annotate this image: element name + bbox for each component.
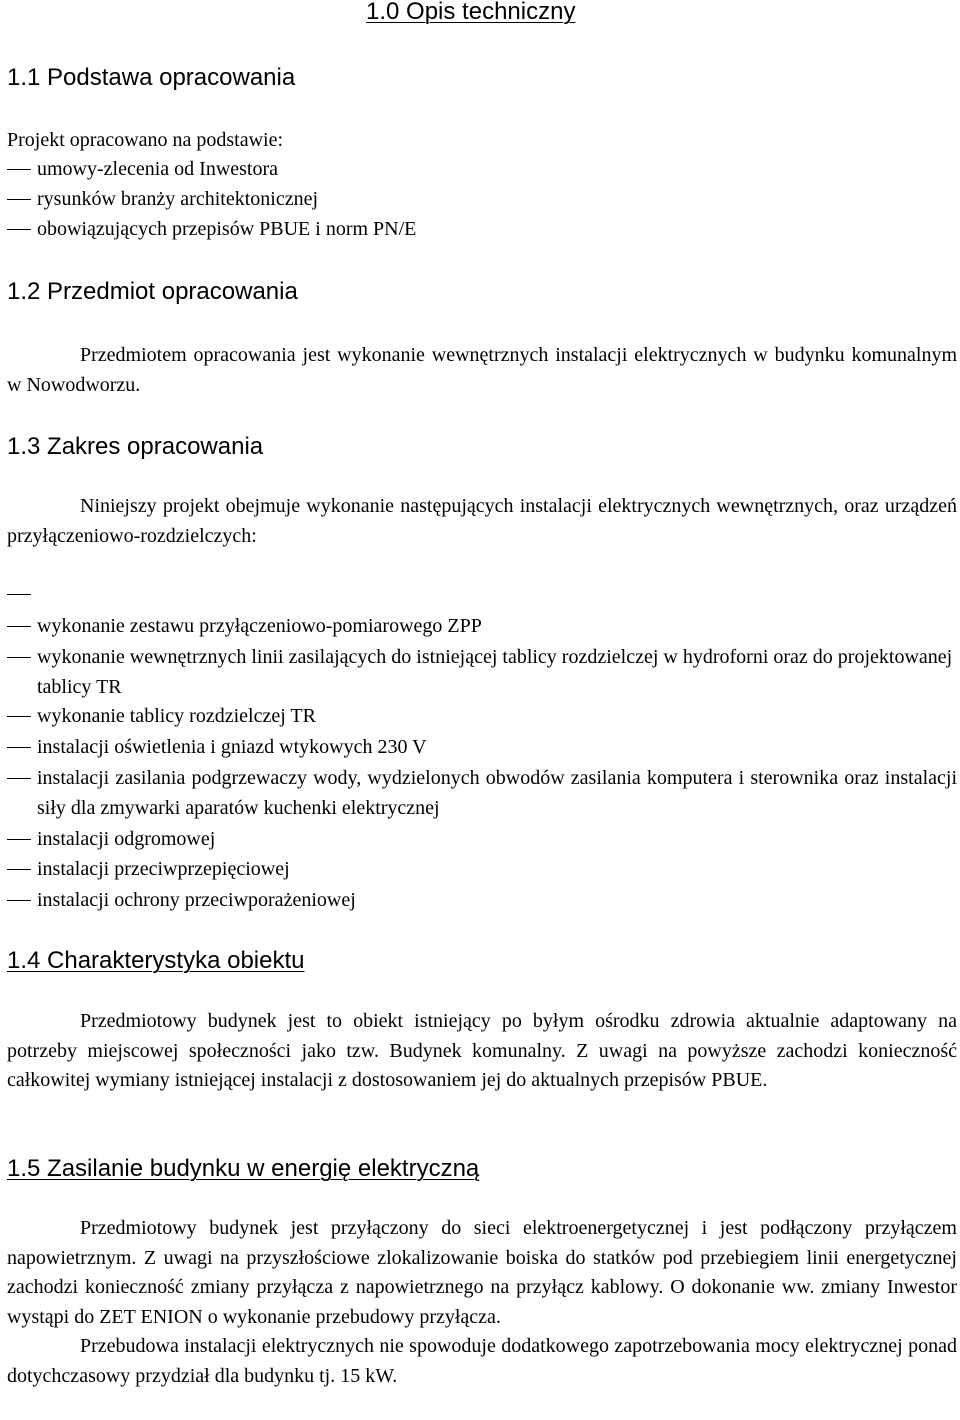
document-title: 1.0 Opis techniczny [366,0,576,25]
section-1-2-paragraph: Przedmiotem opracowania jest wykonanie wewnętrznych instalacji elektrycznych w budynku komunalnym w Nowodworzu. [7,344,957,396]
section-1-5-paragraphs [7,1214,957,1391]
dash-bullet-icon [7,594,31,595]
dash-bullet-icon [7,778,31,779]
section-heading-1-4: 1.4 Charakterystyka obiektu [7,947,305,974]
section-1-4-paragraph: Przedmiotowy budynek jest to obiekt istniejący po byłym ośrodku zdrowia aktualnie adaptowany na potrzeby miejscowej społeczności jako tzw. Budynek komunalny. Z uwagi na powyższe zachodzi konieczność całkowitej wymiany istniejącej instalacji z dostosowaniem jej do aktualnych przepisów PBUE. [7,1010,957,1091]
section-heading-1-5: 1.5 Zasilanie budynku w energię elektryczną [7,1155,480,1182]
section-1-5-paragraph-1: Przedmiotowy budynek jest przyłączony do sieci elektroenergetycznej i jest podłączony przyłączem napowietrznym. Z uwagi na przyszłościowe zlokalizowanie boiska do statków pod przebiegiem linii energetycznej zachodzi konieczność zmiany przyłącza z napowietrznego na przyłącz kablowy. O dokonanie ww. zmiany Inwestor wystąpi do ZET ENION o wykonanie przebudowy przyłącza. [7,1217,957,1328]
document-page: 1.0 Opis techniczny 1.1 Podstawa opracowania Projekt opracowano na podstawie: umowy-zlecenia od Inwestora rysunków branży architektonicznej obowiązujących przepisów PBUE i norm PN/E 1.2 Przedmiot opracowania Przedmiotem opracowania jest wykonanie wewnętrznych instalacji elektrycznych w budynku komunalnym w Nowodworzu. 1.3 Zakres opracowania Niniejszy projekt obejmuje wykonanie następujących instalacji elektrycznych wewnętrznych, oraz urządzeń przyłączeniowo-rozdzielczych: wykonanie zestawu przyłączeniowo-pomiarowego ZPP wykonanie wewnętrznych linii zasilających do istniejącej tablicy rozdzielczej w hydroforni oraz do projektowanej tablicy TR wykonanie tablicy rozdzielczej TR instalacji oświetlenia i gniazd wtykowych 230 V instalacji zasilania podgrzewaczy wody, wydzielonych obwodów zasilania komputera i sterownika oraz instalacji siły dla zmywarki aparatów kuchenki elektrycznej instalacji odgromowej instalacji przeciwprzepięciowej instalacji ochrony przeciwporażeniowej 1.4 Charakterystyka obiektu Przedmiotowy budynek jest to obiekt istniejący po byłym ośrodku zdrowia aktualnie adaptowany na potrzeby miejscowej społeczności jako tzw. Budynek komunalny. Z uwagi na powyższe zachodzi konieczność całkowitej wymiany istniejącej instalacji z dostosowaniem jej do aktualnych przepisów PBUE. 1.5 Zasilanie budynku w energię elektryczną Przedmiotowy budynek jest przyłączony do sieci elektroenergetycznej i jest podłączony przyłączem napowietrznym. Z uwagi na przyszłościowe zlokalizowanie boiska do statków pod przebiegiem linii energetycznej zachodzi konieczność zmiany przyłącza z napowietrznego na przyłącz kablowy. O dokonanie ww. zmiany Inwestor wystąpi do ZET ENION o wykonanie przebudowy przyłącza. Przebudowa instalacji elektrycznych nie spowoduje dodatkowego zapotrzebowania mocy elektrycznej ponad dotychczasowy przydział dla budynku tj. 15 kW. [0,0,960,1420]
section-heading-1-3: 1.3 Zakres opracowania [7,433,264,460]
section-1-3-paragraph: Niniejszy projekt obejmuje wykonanie następujących instalacji elektrycznych wewnętrznych, oraz urządzeń przyłączeniowo-rozdzielczych: [7,495,957,547]
dash-bullet-icon [7,839,31,840]
dash-bullet-icon [7,199,31,200]
dash-bullet-icon [7,716,31,717]
dash-bullet-icon [7,747,31,748]
dash-bullet-icon [7,657,31,658]
section-heading-1-1: 1.1 Podstawa opracowania [7,64,296,91]
section-1-1-intro: Projekt opracowano na podstawie: [7,129,284,151]
dash-bullet-icon [7,900,31,901]
dash-bullet-icon [7,169,31,170]
dash-bullet-icon [7,229,31,230]
dash-bullet-icon [7,869,31,870]
section-heading-1-2: 1.2 Przedmiot opracowania [7,278,298,305]
section-1-5-paragraph-2: Przebudowa instalacji elektrycznych nie spowoduje dodatkowego zapotrzebowania mocy elektrycznej ponad dotychczasowy przydział dla budynku tj. 15 kW. [7,1335,957,1387]
dash-bullet-icon [7,626,31,627]
